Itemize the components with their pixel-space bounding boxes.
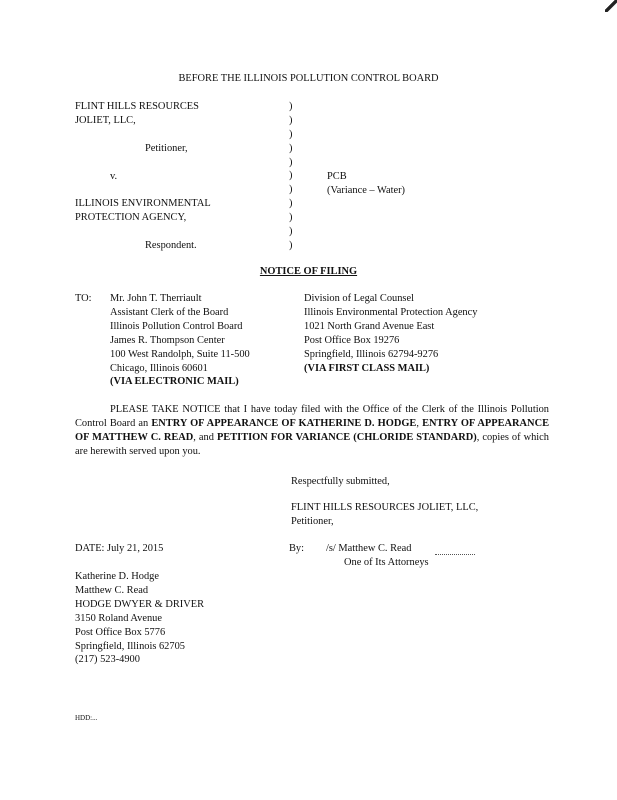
versus: v. xyxy=(110,171,118,182)
court-header-text: BEFORE THE ILLINOIS POLLUTION CONTROL BOARD xyxy=(178,73,439,84)
attorney-line7: (217) 523-4900 xyxy=(75,654,140,666)
closing-party-line1: FLINT HILLS RESOURCES JOLIET, LLC, xyxy=(291,502,479,513)
case-number: PCB xyxy=(327,171,347,182)
body-part4: , copies of which are herewith served upon you. xyxy=(75,431,549,457)
body-bold1: ENTRY OF APPEARANCE OF KATHERINE D. HODGE xyxy=(151,417,417,429)
attorney-line4: 3150 Roland Avenue xyxy=(75,612,162,624)
scan-corner-mark xyxy=(605,0,617,12)
recipient-left-line6: Chicago, Illinois 60601 xyxy=(110,362,208,374)
court-header xyxy=(0,72,617,86)
paren-6: ) xyxy=(289,170,293,182)
paren-4: ) xyxy=(289,142,293,154)
recipient-right-delivery: (VIA FIRST CLASS MAIL) xyxy=(304,362,430,374)
petitioner-name-line2: JOLIET, LLC, xyxy=(75,115,136,126)
footer-code: HDD:... xyxy=(75,714,98,722)
paren-9: ) xyxy=(289,212,293,224)
paren-2: ) xyxy=(289,114,293,126)
body-part2: , xyxy=(416,417,423,429)
recipient-right-line4: Post Office Box 19276 xyxy=(304,334,400,346)
notice-title: NOTICE OF FILING xyxy=(259,266,358,277)
recipient-right-line5: Springfield, Illinois 62794-9276 xyxy=(304,348,439,360)
body-part3: , and xyxy=(193,431,217,443)
date-line: DATE: July 21, 2015 xyxy=(75,543,164,554)
body-bold3: PETITION FOR VARIANCE (CHLORIDE STANDARD) xyxy=(216,431,477,443)
paren-7: ) xyxy=(289,184,293,196)
caption-parentheses xyxy=(289,100,292,253)
attorney-line6: Springfield, Illinois 62705 xyxy=(75,640,185,652)
attorney-block xyxy=(75,570,204,667)
paren-3: ) xyxy=(289,128,293,140)
recipient-right-line2: Illinois Environmental Protection Agency xyxy=(304,306,478,318)
case-type: (Variance – Water) xyxy=(327,185,406,196)
attorney-role: One of Its Attorneys xyxy=(344,557,429,568)
respectfully-submitted: Respectfully submitted, xyxy=(291,476,390,487)
recipient-right-line3: 1021 North Grand Avenue East xyxy=(304,320,435,332)
by-label: By: xyxy=(289,543,305,554)
recipient-right xyxy=(304,292,477,375)
respondent-role: Respondent. xyxy=(145,240,197,251)
attorney-line3: HODGE DWYER & DRIVER xyxy=(75,598,205,610)
respondent-name-line1: ILLINOIS ENVIRONMENTAL xyxy=(75,198,211,209)
recipient-right-line1: Division of Legal Counsel xyxy=(304,293,414,304)
paren-5: ) xyxy=(289,156,293,168)
recipient-left-line3: Illinois Pollution Control Board xyxy=(110,320,243,332)
petitioner-role: Petitioner, xyxy=(145,143,188,154)
recipient-left-delivery: (VIA ELECTRONIC MAIL) xyxy=(110,376,239,388)
paren-11: ) xyxy=(289,239,293,251)
to-label: TO: xyxy=(75,293,92,304)
petitioner-name-line1: FLINT HILLS RESOURCES xyxy=(75,101,199,112)
paren-8: ) xyxy=(289,198,293,210)
body-bold2: ENTRY OF APPEARANCE OF MATTHEW C. READ xyxy=(75,417,549,443)
attorney-line2: Matthew C. Read xyxy=(75,584,149,596)
recipient-left-line5: 100 West Randolph, Suite 11-500 xyxy=(110,348,250,360)
attorney-line5: Post Office Box 5776 xyxy=(75,626,166,638)
recipient-left-line2: Assistant Clerk of the Board xyxy=(110,306,229,318)
recipient-left xyxy=(110,292,250,389)
signature-line xyxy=(435,554,475,555)
signature: /s/ Matthew C. Read xyxy=(326,543,412,554)
respondent-name-line2: PROTECTION AGENCY, xyxy=(75,212,187,223)
recipient-left-line4: James R. Thompson Center xyxy=(110,334,225,346)
attorney-line1: Katherine D. Hodge xyxy=(75,571,159,582)
recipient-left-line1: Mr. John T. Therriault xyxy=(110,293,202,304)
body-part1: PLEASE TAKE NOTICE that I have today filed with the Office of the Clerk of the Illinois Pollution Control Board an xyxy=(75,404,549,429)
closing-party-line2: Petitioner, xyxy=(291,516,334,527)
paren-1: ) xyxy=(289,101,293,112)
notice-body xyxy=(75,403,549,459)
paren-10: ) xyxy=(289,226,293,238)
